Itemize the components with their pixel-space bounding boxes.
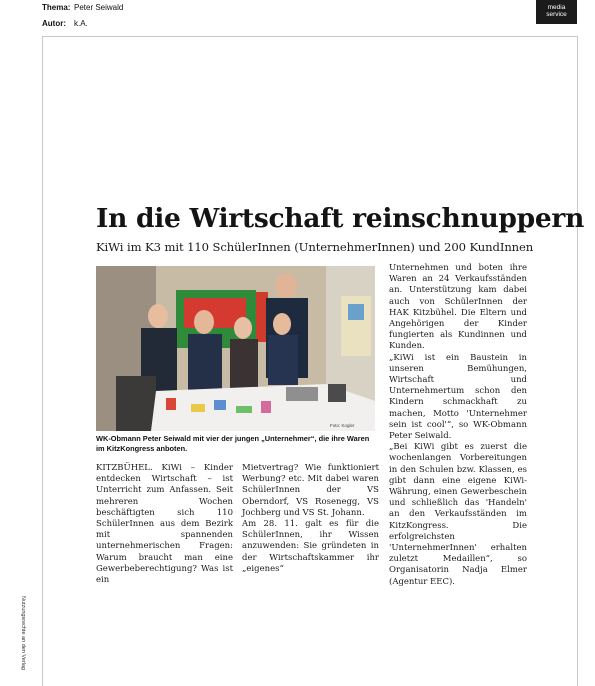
autor-label: Autor: <box>42 19 66 28</box>
article-headline: In die Wirtschaft reinschnuppern <box>96 203 585 234</box>
article-subhead: KiWi im K3 mit 110 SchülerInnen (UnternehmerInnen) und 200 KundInnen <box>96 240 534 254</box>
photo-illustration <box>96 266 375 431</box>
thema-label: Thema: <box>42 3 71 12</box>
thema-value: Peter Seiwald <box>74 3 124 12</box>
article-photo <box>96 266 375 431</box>
column-2-paragraph-2: Am 28. 11. galt es für die SchülerInnen, ihr Wissen anzuwenden: Sie gründeten in der Wirtschaftskammer ihr „eigenes“ <box>242 519 379 574</box>
brand-logo <box>536 0 577 24</box>
brand-line-2: service <box>546 11 567 18</box>
column-1-paragraph: KITZBÜHEL. KiWi – Kinder entdecken Wirtschaft – ist Unterricht zum Anfassen. Seit mehreren Wochen beschäftigten sich 110 SchülerInnen aus dem Bezirk mit spannenden unternehmerischen Fragen: Warum braucht man eine Gewerbeberechtigung? Was ist ein <box>96 463 233 586</box>
brand-line-1: media <box>547 4 566 11</box>
column-3-paragraph-3: „Bei KiWi gibt es zuerst die wochenlangen Vorbereitungen in den Schulen bzw. Klassen, es gibt dann eine eigene KiWi-Währung, einen Gewerbeschein und schließlich das 'Handeln' an den Verkaufsständen im KitzKongress. Die erfolgreichsten 'UnternehmerInnen' erhalten zuletzt Medaillen“, so Organisatorin Nadja Elmer (Agentur EEC). <box>389 442 527 587</box>
article-column-2 <box>242 463 379 575</box>
article-column-1 <box>96 463 233 586</box>
column-2-paragraph-1: Mietvertrag? Wie funktioniert Werbung? etc. Mit dabei waren SchülerInnen der VS Oberndorf, VS Rosenegg, VS Jochberg und VS St. Johann. <box>242 463 379 518</box>
meta-thema <box>42 3 123 12</box>
photo-credit: Foto: Kogler <box>330 423 355 428</box>
rights-note: Nutzungsrechte an den Verlag <box>20 596 26 670</box>
article-column-3 <box>389 263 527 588</box>
autor-value: k.A. <box>74 19 88 28</box>
photo-caption: WK-Obmann Peter Seiwald mit vier der jungen „Unternehmer“, die ihre Waren im KitzKongress anboten. <box>96 434 370 453</box>
column-3-paragraph-2: „KiWi ist ein Baustein in unseren Bemühungen, Wirtschaft und Unternehmertum schon den Kindern schmackhaft zu machen, Motto 'Unternehmer sein ist cool'“, so WK-Obmann Peter Seiwald. <box>389 352 527 442</box>
meta-autor <box>42 19 88 28</box>
column-3-paragraph-1: Unternehmen und boten ihre Waren an 24 Verkaufsständen an. Unterstützung kam dabei auch von SchülerInnen der HAK Kitzbühel. Die Eltern und Angehörigen der Kinder fungierten als Kundinnen und Kunden. <box>389 263 527 352</box>
